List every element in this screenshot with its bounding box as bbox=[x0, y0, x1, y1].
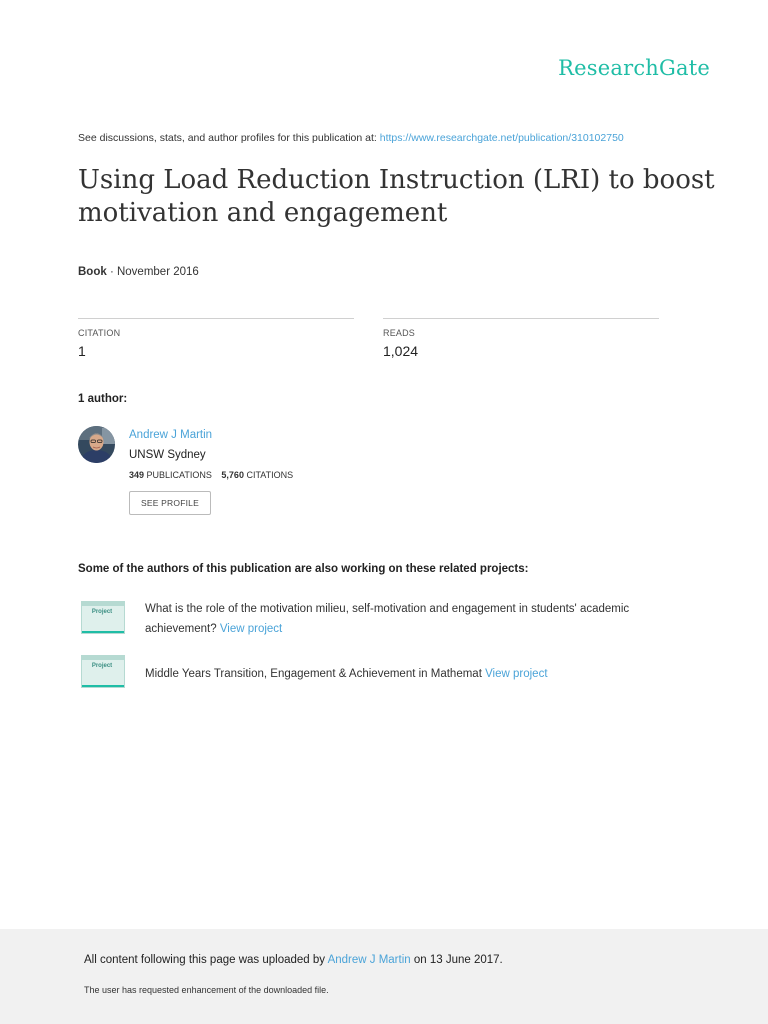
publication-url-link[interactable]: https://www.researchgate.net/publication/310102750 bbox=[379, 132, 624, 144]
author-institution: UNSW Sydney bbox=[129, 449, 206, 461]
author-avatar[interactable] bbox=[78, 426, 115, 463]
author-stats bbox=[129, 470, 293, 480]
related-projects-heading: Some of the authors of this publication are also working on these related projects: bbox=[78, 563, 529, 575]
citation-value: 1 bbox=[78, 343, 86, 359]
meta-separator: · bbox=[106, 266, 117, 278]
author-citations-count: 5,760 bbox=[221, 470, 244, 480]
project-item bbox=[145, 664, 690, 684]
project-folder-icon[interactable] bbox=[81, 601, 125, 633]
author-photo-icon bbox=[78, 426, 115, 463]
researchgate-logo[interactable]: ResearchGate bbox=[558, 56, 710, 80]
uploader-link[interactable]: Andrew J Martin bbox=[327, 954, 411, 966]
upload-note bbox=[84, 954, 503, 966]
discussion-text: See discussions, stats, and author profiles for this publication at: bbox=[78, 132, 380, 144]
publication-date: November 2016 bbox=[116, 266, 199, 278]
publication-title: Using Load Reduction Instruction (LRI) to boost motivation and engagement bbox=[78, 165, 715, 228]
author-publications-count: 349 bbox=[129, 470, 145, 480]
reads-stat bbox=[383, 318, 659, 359]
project-icon-label: Project bbox=[91, 663, 113, 669]
upload-suffix: on 13 June 2017. bbox=[410, 954, 503, 966]
see-profile-button[interactable]: SEE PROFILE bbox=[129, 491, 211, 515]
project-description: What is the role of the motivation milieu, self-motivation and engagement in students' academic achievement? bbox=[145, 603, 630, 635]
project-icon-label: Project bbox=[91, 609, 113, 615]
view-project-link[interactable]: View project bbox=[219, 623, 283, 635]
author-citations-label: CITATIONS bbox=[246, 470, 294, 480]
reads-value: 1,024 bbox=[383, 343, 419, 359]
publication-meta bbox=[78, 266, 199, 278]
citation-label: CITATION bbox=[78, 328, 121, 338]
enhancement-note: The user has requested enhancement of the downloaded file. bbox=[84, 985, 329, 995]
project-description: Middle Years Transition, Engagement & Achievement in Mathemat bbox=[145, 668, 482, 680]
author-name-link[interactable]: Andrew J Martin bbox=[129, 429, 213, 441]
project-item bbox=[145, 599, 690, 639]
citation-stat bbox=[78, 318, 354, 359]
project-folder-icon[interactable] bbox=[81, 655, 125, 687]
author-publications-label: PUBLICATIONS bbox=[146, 470, 212, 480]
discussion-line bbox=[78, 132, 624, 144]
footer bbox=[0, 929, 768, 1024]
authors-heading: 1 author: bbox=[78, 393, 128, 405]
author-info bbox=[129, 425, 293, 480]
view-project-link[interactable]: View project bbox=[485, 668, 548, 680]
reads-label: READS bbox=[383, 328, 416, 338]
publication-type: Book bbox=[78, 266, 107, 278]
upload-prefix: All content following this page was uploaded by bbox=[84, 954, 328, 966]
